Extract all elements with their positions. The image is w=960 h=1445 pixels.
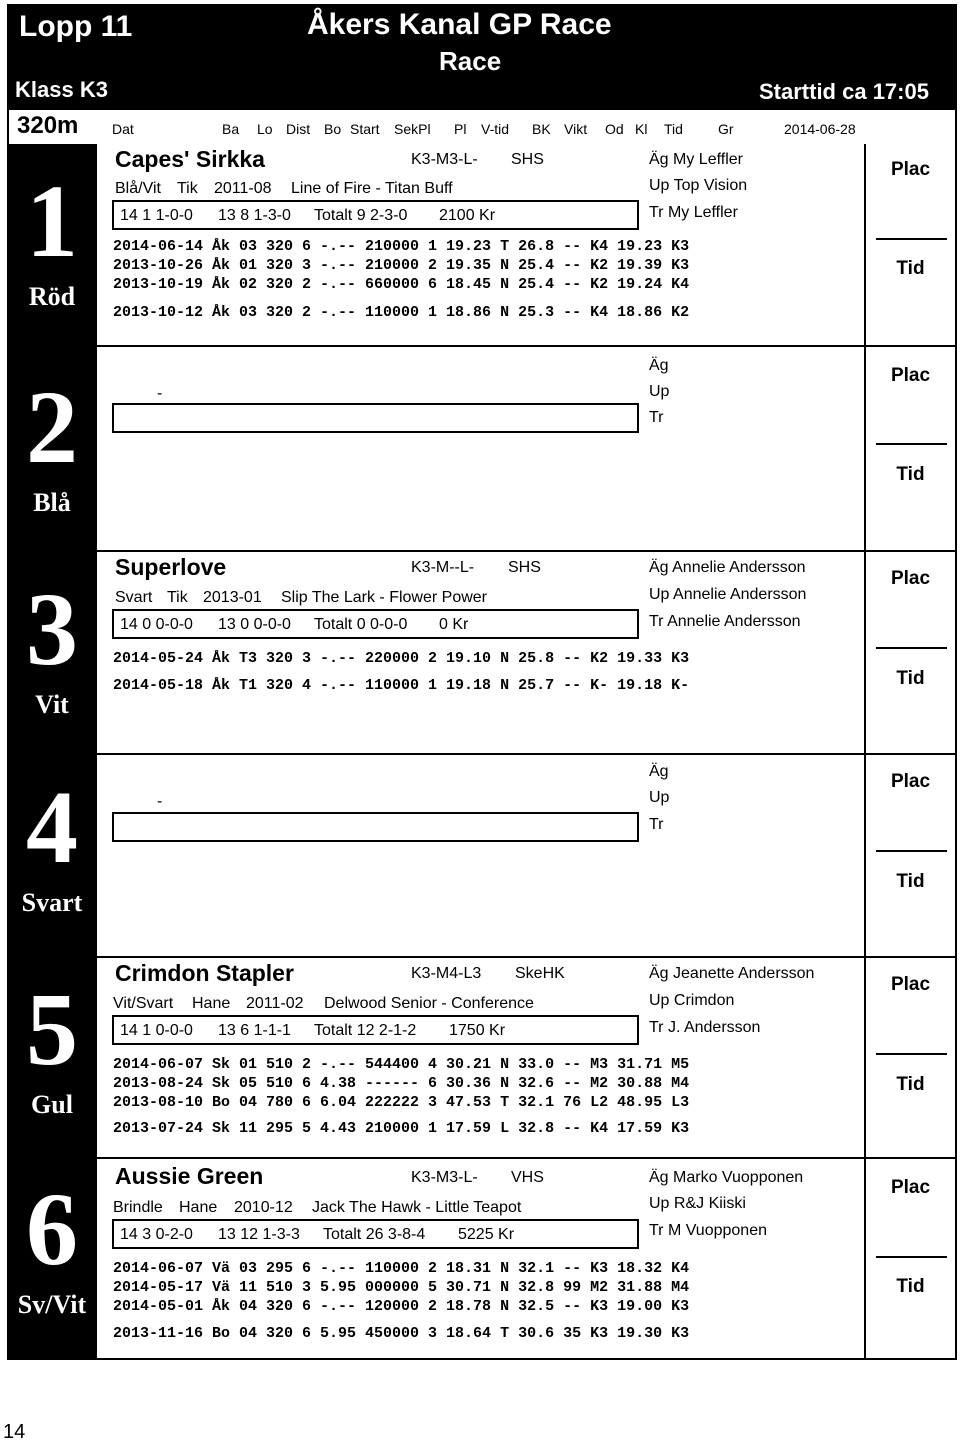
stat-prev: 13 8 1-3-0 (218, 207, 291, 224)
stats-box (112, 403, 639, 433)
dog-color: Vit/Svart (113, 995, 174, 1012)
col-bk: BK (532, 121, 551, 137)
plac-line (876, 1053, 947, 1055)
dog-class: K3-M3-L- (411, 1169, 478, 1186)
result-row: 2014-05-24 Åk T3 320 3 -.-- 220000 2 19.10 N 25.8 -- K2 19.33 K3 (113, 650, 690, 667)
result-row: 2014-05-01 Åk 04 320 6 -.-- 120000 2 18.78 N 32.5 -- K3 19.00 K3 (113, 1298, 690, 1315)
race-header (7, 4, 957, 110)
stat-total: Totalt 26 3-8-4 (323, 1226, 426, 1243)
owner: Äg (649, 763, 669, 780)
col-sekpl: SekPl (394, 121, 431, 137)
col-start: Start (350, 121, 380, 137)
plac-label: Plac (890, 974, 931, 995)
result-row: 2013-10-19 Åk 02 320 2 -.-- 660000 6 18.45 N 25.4 -- K2 19.24 K4 (113, 276, 690, 293)
owner: Äg (649, 357, 669, 374)
owner: Äg My Leffler (649, 151, 743, 168)
trainer: Tr J. Andersson (649, 1019, 761, 1036)
entry-5 (97, 956, 955, 1157)
tid-label: Tid (896, 464, 925, 485)
entry-2-vacant (97, 345, 955, 550)
stats-box (112, 1015, 639, 1045)
result-row: 2013-08-24 Sk 05 510 6 4.38 ------ 6 30.36 N 32.6 -- M2 30.88 M4 (113, 1075, 690, 1092)
box-2-color: Blå (33, 488, 71, 517)
result-row: 2013-10-26 Åk 01 320 3 -.-- 210000 2 19.35 N 25.4 -- K2 19.39 K3 (113, 257, 690, 274)
right-border (955, 144, 957, 1360)
dog-sex: Hane (192, 995, 231, 1012)
page-number: 14 (3, 1421, 26, 1443)
entry-4-vacant (97, 753, 955, 956)
race-date: 2014-06-28 (784, 121, 856, 137)
dog-club: VHS (511, 1169, 544, 1186)
breeder: Up Crimdon (649, 992, 735, 1009)
box-2: 2 Blå (7, 376, 97, 518)
vacant-dash: - (157, 793, 163, 810)
dog-color: Brindle (113, 1199, 163, 1216)
column-header-bar (7, 110, 957, 144)
result-row: 2013-07-24 Sk 11 295 5 4.43 210000 1 17.59 L 32.8 -- K4 17.59 K3 (113, 1120, 690, 1137)
stat-season: 14 3 0-2-0 (120, 1226, 193, 1243)
dog-pedigree: Line of Fire - Titan Buff (291, 180, 453, 197)
box-1: 1 Röd (7, 170, 97, 312)
dog-class: K3-M4-L3 (411, 965, 482, 982)
stat-total: Totalt 0 0-0-0 (314, 616, 408, 633)
dog-sex: Hane (179, 1199, 218, 1216)
col-vikt: Vikt (564, 121, 588, 137)
tid-label: Tid (896, 1276, 925, 1297)
trainer: Tr Annelie Andersson (649, 613, 801, 630)
dog-club: SHS (508, 559, 541, 576)
race-distance: 320m (17, 112, 79, 139)
breeder: Up (649, 789, 670, 806)
entry-6 (97, 1157, 955, 1358)
trainer: Tr My Leffler (649, 204, 738, 221)
race-number: Lopp 11 (19, 10, 133, 43)
plac-line (876, 647, 947, 649)
stats-box (112, 609, 639, 639)
owner: Äg Jeanette Andersson (649, 965, 815, 982)
stats-box (112, 812, 639, 842)
entry-3 (97, 550, 955, 753)
stat-total: Totalt 12 2-1-2 (314, 1022, 417, 1039)
col-dat: Dat (112, 121, 134, 137)
owner: Äg Annelie Andersson (649, 559, 806, 576)
breeder: Up Annelie Andersson (649, 586, 807, 603)
box-4-color: Svart (21, 888, 83, 917)
trainer: Tr (649, 816, 664, 833)
dog-sex: Tik (177, 180, 198, 197)
result-row: 2013-08-10 Bo 04 780 6 6.04 222222 3 47.53 T 32.1 76 L2 48.95 L3 (113, 1094, 690, 1111)
col-lo: Lo (257, 121, 273, 137)
trainer: Tr M Vuopponen (649, 1222, 767, 1239)
result-row: 2014-05-18 Åk T1 320 4 -.-- 110000 1 19.18 N 25.7 -- K- 19.18 K- (113, 677, 690, 694)
result-row: 2014-06-07 Vä 03 295 6 -.-- 110000 2 18.31 N 32.1 -- K3 18.32 K4 (113, 1260, 690, 1277)
col-ba: Ba (222, 121, 240, 137)
dog-pedigree: Slip The Lark - Flower Power (281, 589, 487, 606)
plac-line (876, 850, 947, 852)
stats-box (112, 1219, 639, 1249)
dog-sex: Tik (167, 589, 188, 606)
race-subtitle: Race (439, 46, 502, 76)
breeder: Up (649, 383, 670, 400)
col-vtid: V-tid (481, 121, 510, 137)
tid-label: Tid (896, 1074, 925, 1095)
trainer: Tr (649, 409, 664, 426)
stat-prize: 0 Kr (439, 616, 469, 633)
stat-season: 14 1 1-0-0 (120, 207, 193, 224)
result-row: 2014-06-07 Sk 01 510 2 -.-- 544400 4 30.21 N 33.0 -- M3 31.71 M5 (113, 1056, 690, 1073)
stat-prize: 2100 Kr (439, 207, 496, 224)
plac-label: Plac (890, 159, 931, 180)
box-1-color: Röd (28, 282, 76, 311)
breeder: Up R&J Kiiski (649, 1195, 746, 1212)
stat-prev: 13 12 1-3-3 (218, 1226, 300, 1243)
col-bo: Bo (324, 121, 342, 137)
stat-season: 14 1 0-0-0 (120, 1022, 193, 1039)
stats-box (112, 200, 639, 230)
tid-label: Tid (896, 871, 925, 892)
col-dist: Dist (286, 121, 311, 137)
dog-born: 2010-12 (234, 1199, 293, 1216)
box-4: 4 Svart (7, 776, 97, 918)
plac-label: Plac (890, 568, 931, 589)
owner: Äg Marko Vuopponen (649, 1169, 804, 1186)
col-od: Od (605, 121, 624, 137)
stat-total: Totalt 9 2-3-0 (314, 207, 408, 224)
plac-line (876, 443, 947, 445)
dog-born: 2011-08 (214, 180, 272, 197)
plac-line (876, 1256, 947, 1258)
stat-prize: 1750 Kr (449, 1022, 506, 1039)
dog-club: SHS (511, 151, 544, 168)
vacant-dash: - (157, 385, 163, 402)
plac-line (876, 238, 947, 240)
tid-label: Tid (896, 258, 925, 279)
dog-color: Blå/Vit (115, 180, 161, 197)
plac-label: Plac (890, 365, 931, 386)
result-row: 2013-11-16 Bo 04 320 6 5.95 450000 3 18.64 T 30.6 35 K3 19.30 K3 (113, 1325, 690, 1342)
dog-class: K3-M3-L- (411, 151, 478, 168)
breeder: Up Top Vision (649, 177, 748, 194)
stat-prev: 13 6 1-1-1 (218, 1022, 291, 1039)
entry-1 (97, 144, 955, 345)
col-kl: Kl (635, 121, 648, 137)
start-time: Starttid ca 17:05 (759, 79, 929, 104)
dog-name: Superlove (115, 554, 227, 580)
plac-label: Plac (890, 1177, 931, 1198)
stat-prev: 13 0 0-0-0 (218, 616, 291, 633)
box-6: 6 Sv/Vit (7, 1178, 97, 1320)
dog-pedigree: Jack The Hawk - Little Teapot (312, 1199, 522, 1216)
result-row: 2013-10-12 Åk 03 320 2 -.-- 110000 1 18.86 N 25.3 -- K4 18.86 K2 (113, 304, 690, 321)
dog-pedigree: Delwood Senior - Conference (324, 995, 534, 1012)
dog-born: 2011-02 (246, 995, 304, 1012)
plac-label: Plac (890, 771, 931, 792)
box-6-color: Sv/Vit (17, 1290, 87, 1319)
race-class: Klass K3 (15, 77, 108, 102)
tid-label: Tid (896, 668, 925, 689)
col-gr: Gr (718, 121, 734, 137)
col-pl: Pl (454, 121, 467, 137)
stat-prize: 5225 Kr (458, 1226, 515, 1243)
dog-name: Capes' Sirkka (115, 146, 265, 172)
dog-name: Crimdon Stapler (115, 960, 294, 986)
dog-class: K3-M--L- (411, 559, 475, 576)
dog-club: SkeHK (515, 965, 565, 982)
result-row: 2014-05-17 Vä 11 510 3 5.95 000000 5 30.71 N 32.8 99 M2 31.88 M4 (113, 1279, 690, 1296)
dog-born: 2013-01 (203, 589, 262, 606)
bottom-border (7, 1358, 957, 1360)
box-3: 3 Vit (7, 578, 97, 720)
dog-color: Svart (115, 589, 153, 606)
box-3-color: Vit (35, 690, 69, 719)
result-row: 2014-06-14 Åk 03 320 6 -.-- 210000 1 19.23 T 26.8 -- K4 19.23 K3 (113, 238, 690, 255)
box-5: 5 Gul (7, 978, 97, 1120)
stat-season: 14 0 0-0-0 (120, 616, 193, 633)
race-title: Åkers Kanal GP Race (307, 8, 612, 41)
box-5-color: Gul (31, 1090, 73, 1119)
col-tid: Tid (664, 121, 683, 137)
dog-name: Aussie Green (115, 1163, 264, 1189)
